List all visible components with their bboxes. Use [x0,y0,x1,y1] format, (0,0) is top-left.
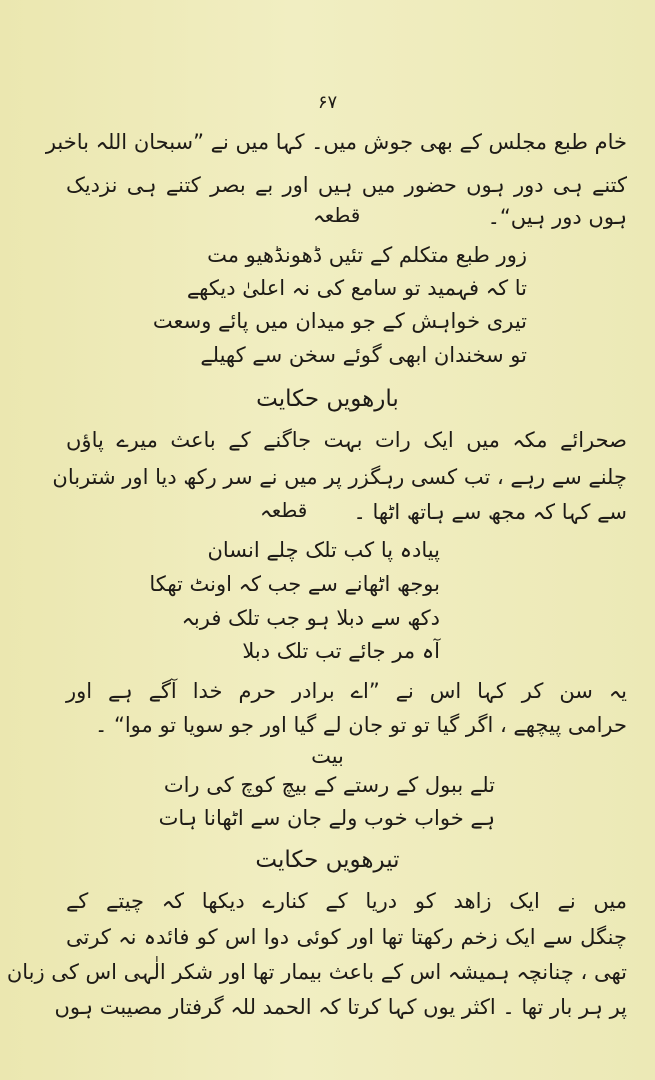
page-number: ۶۷ [317,92,338,113]
section-title: بارھویں حکایت [256,386,399,412]
verse-line: آہ مر جائے تب تلک دبلا [242,639,440,663]
verse-line: بوجھ اٹھانے سے جب کہ اونٹ تھکا [149,572,440,596]
prose-line: سے کہا کہ مجھ سے ہاتھ اٹھا ۔ [353,500,627,524]
qita-label: قطعہ [313,203,361,227]
verse-line: تو سخندان ابھی گوئے سخن سے کھیلے [200,343,527,367]
prose-line: کتنے ہی دور ہوں حضور میں ہیں اور بے بصر کتنے ہی نزدیک [66,173,627,197]
prose-line: خام طبع مجلس کے بھی جوش میں۔ کہا میں نے ”سبحان اللہ باخبر [45,130,627,154]
verse-line: پیادہ پا کب تلک چلے انسان [207,538,440,562]
prose-line: میں نے ایک زاھد کو دریا کے کنارے دیکھا کہ چیتے کے [66,889,627,913]
qita-label: قطعہ [260,498,308,522]
prose-line: پر ہر بار تھا ۔ اکثر یوں کہا کرتا کہ الحمد للہ گرفتار مصیبت ہوں [54,995,627,1019]
verse-line: تا کہ فہمید تو سامع کی نہ اعلیٰ دیکھے [186,276,527,300]
prose-line: حرامی پیچھے ، اگر گیا تو تو جان لے گیا اور جو سویا تو موا“ ۔ [94,713,627,737]
verse-line: دکھ سے دبلا ہو جب تلک فربہ [181,606,440,630]
prose-line: چنگل سے ایک زخم رکھتا تھا اور کوئی دوا اس کو فائدہ نہ کرتی [66,925,627,949]
prose-line: صحرائے مکہ میں ایک رات بہت جاگنے کے باعث میرے پاؤں [66,428,627,452]
prose-line: تھی ، چنانچہ ہمیشہ اس کے باعث بیمار تھا اور شکر الٰہی اس کی زبان [6,960,627,984]
verse-line: ہے خواب خوب ولے جان سے اٹھانا ہات [158,806,495,830]
verse-line: تیری خواہش کے جو میدان میں پائے وسعت [152,309,527,333]
verse-line: زور طبع متکلم کے تئیں ڈھونڈھیو مت [207,243,527,267]
prose-line: چلنے سے رہے ، تب کسی رہگزر پر میں نے سر رکھ دیا اور شتربان [52,465,627,489]
bait-label: بیت [311,744,344,768]
section-title: تیرھویں حکایت [255,847,400,873]
prose-line: یہ سن کر کہا اس نے ”اے برادر حرم خدا آگے ہے اور [66,679,627,703]
prose-line: ہوں دور ہیں“۔ [487,205,627,229]
verse-line: تلے ببول کے رستے کے بیچ کوچ کی رات [163,773,495,797]
